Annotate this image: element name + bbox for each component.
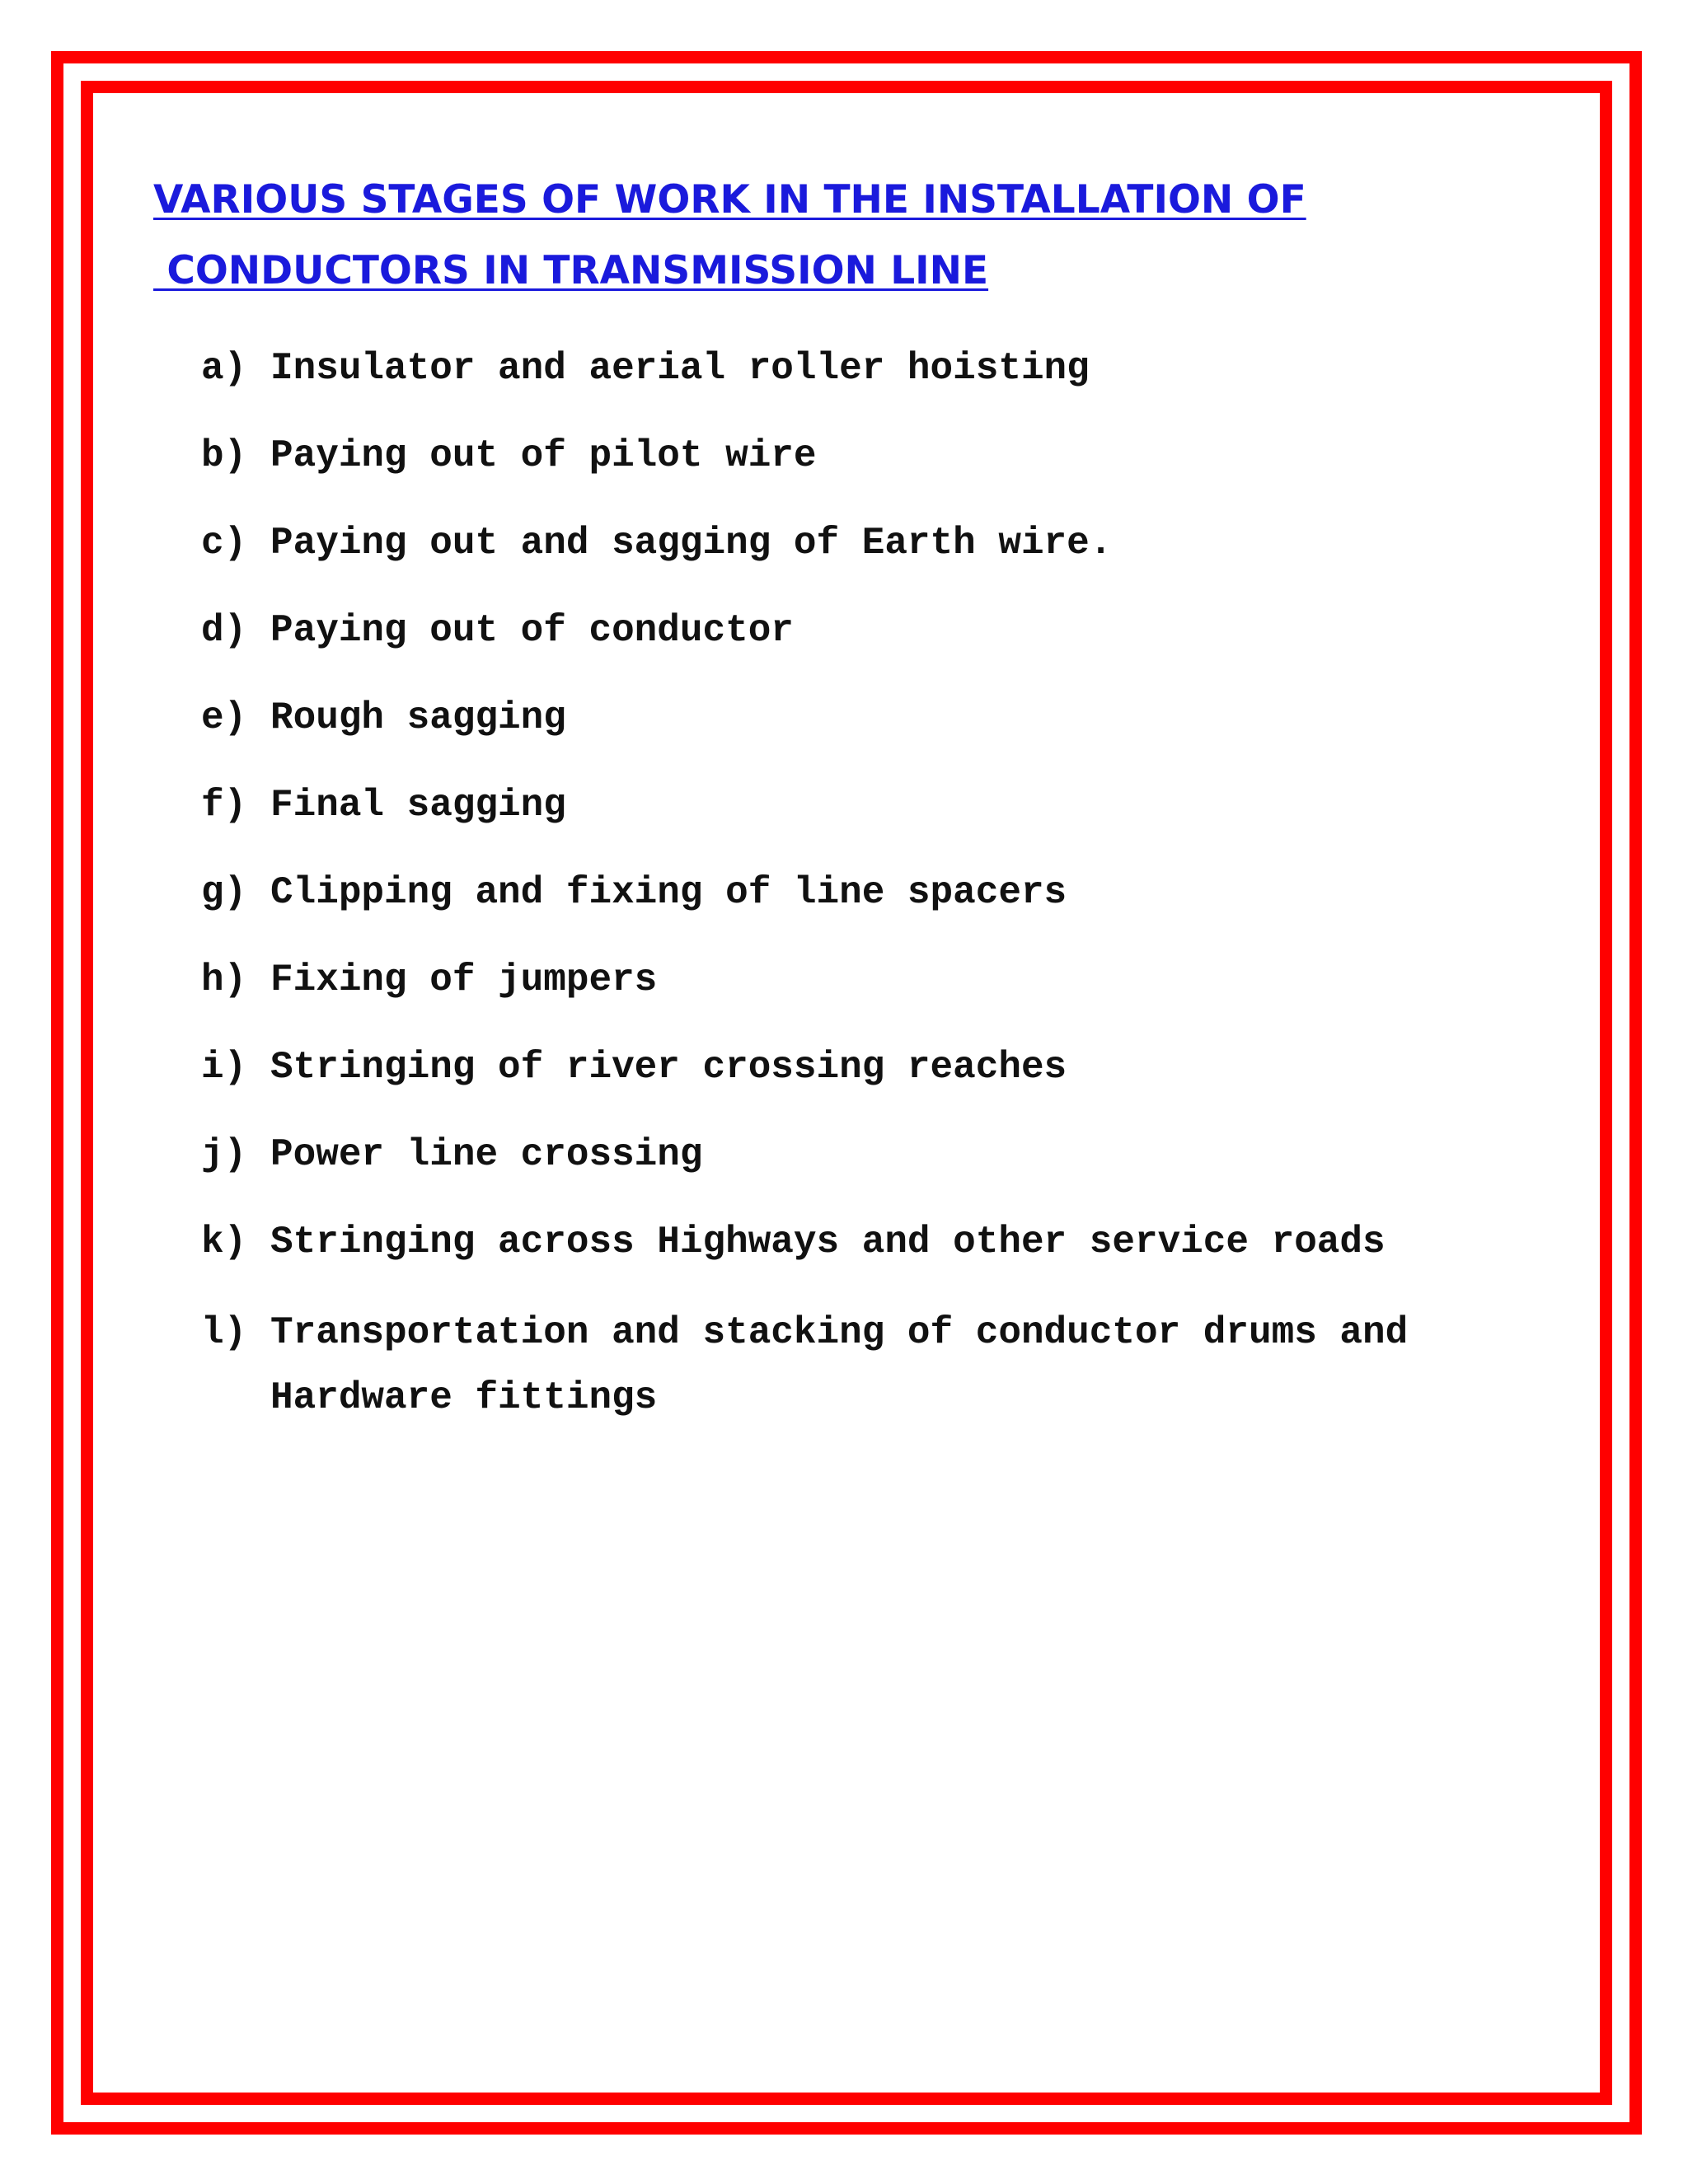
- list-item: [201, 514, 1408, 602]
- list-marker: j): [201, 1133, 247, 1176]
- list-item: [201, 1301, 1408, 1431]
- list-marker: a): [201, 347, 247, 390]
- list-item: [201, 864, 1408, 951]
- list-marker: f): [201, 784, 247, 827]
- stages-list: [201, 340, 1408, 1431]
- list-item-text: Stringing across Highways and other service roads: [270, 1221, 1386, 1263]
- list-item: [201, 602, 1408, 689]
- list-marker: k): [201, 1221, 247, 1263]
- title-line-1: VARIOUS STAGES OF WORK IN THE INSTALLATION OF: [153, 177, 1306, 223]
- list-item: [201, 1038, 1408, 1126]
- list-item: [201, 951, 1408, 1038]
- list-marker: l): [201, 1311, 247, 1354]
- list-item-text: Final sagging: [270, 784, 566, 827]
- list-marker: i): [201, 1046, 247, 1089]
- title-line-2: CONDUCTORS IN TRANSMISSION LINE: [153, 248, 989, 293]
- list-item: [201, 340, 1408, 427]
- list-marker: h): [201, 958, 247, 1001]
- list-marker: g): [201, 871, 247, 914]
- list-item: [201, 776, 1408, 864]
- list-item-text: Paying out of pilot wire: [270, 434, 817, 477]
- list-item: [201, 1126, 1408, 1213]
- list-item-text: Transportation and stacking of conductor drums and Hardware fittings: [270, 1311, 1409, 1419]
- list-marker: c): [201, 522, 247, 565]
- list-item-text: Insulator and aerial roller hoisting: [270, 347, 1090, 390]
- list-marker: b): [201, 434, 247, 477]
- page-title: [153, 165, 1306, 307]
- list-marker: d): [201, 609, 247, 652]
- list-item-text: Stringing of river crossing reaches: [270, 1046, 1067, 1089]
- list-item-text: Clipping and fixing of line spacers: [270, 871, 1067, 914]
- list-item-text: Paying out and sagging of Earth wire.: [270, 522, 1113, 565]
- list-item: [201, 427, 1408, 514]
- list-item: [201, 689, 1408, 776]
- list-item-text: Rough sagging: [270, 696, 566, 739]
- list-item-text: Fixing of jumpers: [270, 958, 658, 1001]
- list-item-text: Paying out of conductor: [270, 609, 794, 652]
- list-marker: e): [201, 696, 247, 739]
- list-item-text: Power line crossing: [270, 1133, 703, 1176]
- list-item: [201, 1213, 1408, 1301]
